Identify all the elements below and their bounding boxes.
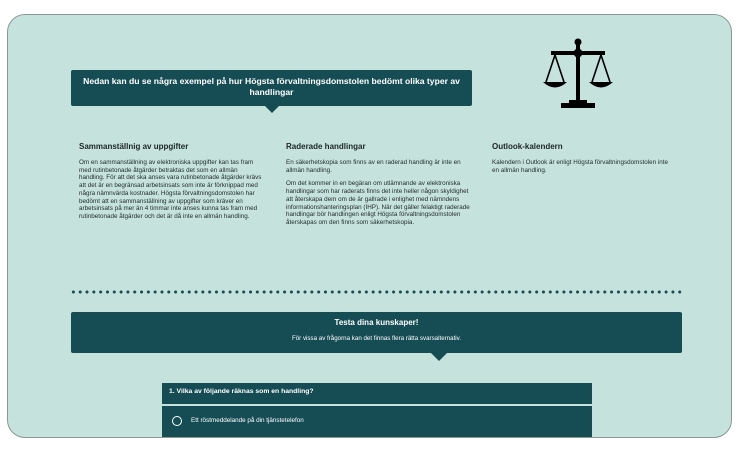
quiz-question-text: 1. Vilka av följande räknas som en handling? [169,388,314,395]
banner-pointer [264,105,280,113]
column-paragraph: Om en sammanställning av elektroniska uppgifter kan tas fram med rutinbetonade åtgärder betraktas det som en allmän handling. För att det ska anses vara rutinbetonade åtgärder krävs att det är en begränsad arbetsinsats som inte är förknippad med några nämnvärda kostnader. Högsta förvaltningsdomstolen har bedömt att en sammanställning av uppgifter som kräver en arbetsinsats på mer än 4 timmar inte anses kunna tas fram med rutinbetonade åtgärder och det är då inte en allmän handling. [79,159,262,220]
quiz-subtitle: För vissa av frågorna kan det finnas flera rätta svarsalternativ. [291,335,462,342]
column-sammanstallning [79,142,264,227]
radio-button[interactable] [172,416,182,426]
intro-banner-text: Nedan kan du se några exempel på hur Högsta förvaltningsdomstolen bedömt olika typer av handlingar [83,76,460,97]
dotted-divider [70,290,682,294]
balance-scale-icon [539,38,617,109]
quiz-title: Testa dina kunskaper! [334,318,419,327]
column-paragraph: Kalendern i Outlook är enligt Högsta förvaltningsdomstolen inte en allmän handling. [492,159,669,174]
column-title: Raderade handlingar [286,142,366,151]
intro-banner [71,70,472,106]
column-paragraph: En säkerhetskopia som finns av en raderad handling är inte en allmän handling. [286,159,461,174]
quiz-question [162,383,592,404]
column-title: Outlook-kalendern [492,142,563,151]
quiz-option[interactable] [162,406,592,438]
quiz-header [71,312,682,353]
column-raderade-handlingar [286,142,474,233]
quiz-header-pointer [431,353,447,361]
column-title: Sammanställnig av uppgifter [79,142,189,151]
content-frame [7,14,732,438]
quiz-option-label: Ett röstmeddelande på din tjänstetelefon [191,417,304,424]
column-paragraph: Om det kommer in en begäran om utlämnande av elektroniska handlingar som har raderats finns det inte heller någon skyldighet att återskapa dem om de är gallrade i enlighet med nämndens informationshanteringsplan (IHP). När det gäller felaktigt raderade handlingar bör handlingen enligt Högsta förvaltningsdomstolen återskapas om den finns som säkerhetskopia. [286,180,470,226]
column-outlook-kalendern [492,142,670,180]
